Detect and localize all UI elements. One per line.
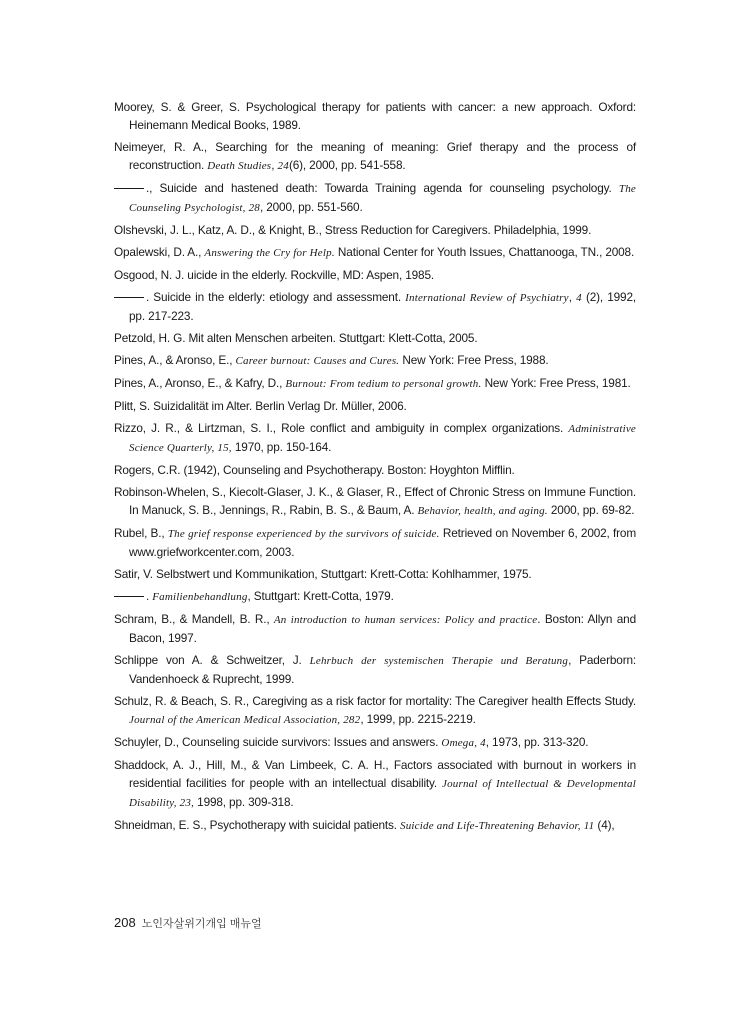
reference-text: , 1999, pp. 2215-2219.: [360, 712, 476, 726]
reference-text: Satir, V. Selbstwert und Kommunikation, Stuttgart: Krett-Cotta: Kohlhammer, 1975.: [114, 567, 532, 581]
reference-title-italic: An introduction to human services: Policy and practice: [273, 614, 538, 626]
reference-text: ,: [271, 158, 278, 172]
reference-entry: [114, 587, 636, 606]
reference-text: Pines, A., & Aronso, E.,: [114, 353, 236, 367]
reference-entry: [114, 243, 636, 262]
reference-entry: [114, 461, 636, 479]
reference-text: National Center for Youth Issues, Chattanooga, TN., 2008.: [334, 245, 635, 259]
reference-entry: [114, 98, 636, 134]
reference-text: 2000, pp. 69-82.: [547, 503, 635, 517]
reference-text: Petzold, H. G. Mit alten Menschen arbeiten. Stuttgart: Klett-Cotta, 2005.: [114, 331, 478, 345]
reference-text: Olshevski, J. L., Katz, A. D., & Knight, B., Stress Reduction for Caregivers. Philadelphia, 1999.: [114, 223, 592, 237]
reference-text: ., Suicide and hastened death: Towarda Training agenda for counseling psychology.: [146, 181, 619, 195]
reference-title-italic: 24: [277, 160, 289, 172]
reference-text: Schram, B., & Mandell, B. R.,: [114, 612, 274, 626]
reference-title-italic: Lehrbuch der systemischen Therapie und Beratung: [309, 655, 569, 667]
same-author-dash: [114, 188, 144, 189]
reference-title-italic: Familienbehandlung: [152, 591, 248, 603]
reference-text: (6), 2000, pp. 541-558.: [288, 158, 406, 172]
reference-text: Schulz, R. & Beach, S. R., Caregiving as a risk factor for mortality: The Caregiver health Effects Study.: [114, 694, 636, 708]
reference-text: Shneidman, E. S., Psychotherapy with suicidal patients.: [114, 818, 401, 832]
reference-entry: [114, 397, 636, 415]
reference-entry: [114, 565, 636, 583]
reference-entry: [114, 610, 636, 647]
reference-text: , 1973, pp. 313-320.: [485, 735, 589, 749]
reference-entry: [114, 351, 636, 370]
reference-text: Rogers, C.R. (1942), Counseling and Psychotherapy. Boston: Hoyghton Mifflin.: [114, 463, 515, 477]
reference-title-italic: The Counseling Psychologist, 28: [129, 183, 636, 214]
reference-entry: [114, 651, 636, 688]
reference-text: .: [146, 589, 153, 603]
reference-text: Plitt, S. Suizidalität im Alter. Berlin Verlag Dr. Müller, 2006.: [114, 399, 407, 413]
reference-title-italic: Omega, 4: [441, 737, 486, 749]
same-author-dash: [114, 297, 144, 298]
reference-text: Rizzo, J. R., & Lirtzman, S. I., Role conflict and ambiguity in complex organizations.: [114, 421, 569, 435]
reference-text: Neimeyer, R. A., Searching for the meaning of meaning: Grief therapy and the process of reconstruction.: [114, 140, 636, 172]
reference-entry: [114, 266, 636, 284]
reference-entry: [114, 288, 636, 325]
reference-entry: [114, 374, 636, 393]
reference-entry: [114, 733, 636, 752]
reference-title-italic: Career burnout: Causes and Cures.: [235, 355, 400, 367]
reference-text: . Suicide in the elderly: etiology and assessment.: [146, 290, 406, 304]
reference-title-italic: Suicide and Life-Threatening Behavior, 11: [400, 820, 595, 832]
reference-text: 1970, pp. 150-164.: [231, 440, 332, 454]
reference-text: , Stuttgart: Krett-Cotta, 1979.: [247, 589, 394, 603]
reference-entry: [114, 483, 636, 520]
reference-entry: [114, 138, 636, 175]
book-title: 노인자살위기개입 매뉴얼: [141, 918, 262, 930]
reference-title-italic: 4: [576, 292, 582, 304]
reference-text: (4),: [594, 818, 615, 832]
reference-entry: [114, 756, 636, 812]
same-author-dash: [114, 596, 144, 597]
reference-entry: [114, 419, 636, 457]
reference-text: (2), 1992, pp. 217-223.: [129, 290, 636, 323]
reference-title-italic: Journal of the American Medical Association, 282: [129, 714, 361, 726]
reference-title-italic: The grief response experienced by the survivors of suicide.: [167, 528, 440, 540]
reference-text: New York: Free Press, 1981.: [481, 376, 631, 390]
reference-text: Schuyler, D., Counseling suicide survivors: Issues and answers.: [114, 735, 442, 749]
reference-list: [114, 98, 636, 839]
reference-entry: [114, 221, 636, 239]
reference-text: . Boston: Allyn and Bacon, 1997.: [129, 612, 636, 645]
reference-entry: [114, 179, 636, 217]
reference-title-italic: Behavior, health, and aging.: [417, 505, 548, 517]
reference-entry: [114, 329, 636, 347]
reference-text: Schlippe von A. & Schweitzer, J.: [114, 653, 310, 667]
reference-title-italic: Answering the Cry for Help.: [204, 247, 335, 259]
page-footer: [114, 915, 262, 931]
reference-text: Robinson-Whelen, S., Kiecolt-Glaser, J. K., & Glaser, R., Effect of Chronic Stress on Immune Function. In Manuck, S. B., Jennings, R., Rabin, B. S., & Baum, A.: [114, 485, 636, 517]
reference-entry: [114, 816, 636, 835]
reference-text: New York: Free Press, 1988.: [399, 353, 549, 367]
reference-text: ,: [568, 290, 577, 304]
reference-title-italic: Journal of Intellectual & Developmental Disability, 23,: [129, 778, 636, 809]
reference-entry: [114, 524, 636, 561]
reference-text: 1998, pp. 309-318.: [194, 795, 294, 809]
reference-text: Opalewski, D. A.,: [114, 245, 205, 259]
reference-title-italic: Death Studies: [207, 160, 272, 172]
reference-text: Rubel, B.,: [114, 526, 168, 540]
reference-entry: [114, 692, 636, 729]
reference-text: Osgood, N. J. uicide in the elderly. Rockville, MD: Aspen, 1985.: [114, 268, 434, 282]
reference-text: Shaddock, A. J., Hill, M., & Van Limbeek, C. A. H., Factors associated with burnout in workers in residential facilities for people with an intellectual disability.: [114, 758, 636, 790]
reference-text: Pines, A., Aronso, E., & Kafry, D.,: [114, 376, 286, 390]
reference-text: Retrieved on November 6, 2002, from www.griefworkcenter.com, 2003.: [129, 526, 636, 559]
reference-text: , 2000, pp. 551-560.: [259, 200, 363, 214]
reference-text: , Paderborn: Vandenhoeck & Ruprecht, 1999.: [129, 653, 637, 686]
reference-title-italic: Administrative Science Quarterly, 15,: [129, 423, 636, 454]
reference-text: Moorey, S. & Greer, S. Psychological therapy for patients with cancer: a new approach. Oxford: Heinemann Medical Books, 1989.: [114, 100, 636, 132]
page-number: 208: [114, 915, 136, 930]
reference-title-italic: Burnout: From tedium to personal growth.: [285, 378, 482, 390]
reference-title-italic: International Review of Psychiatry: [405, 292, 569, 304]
